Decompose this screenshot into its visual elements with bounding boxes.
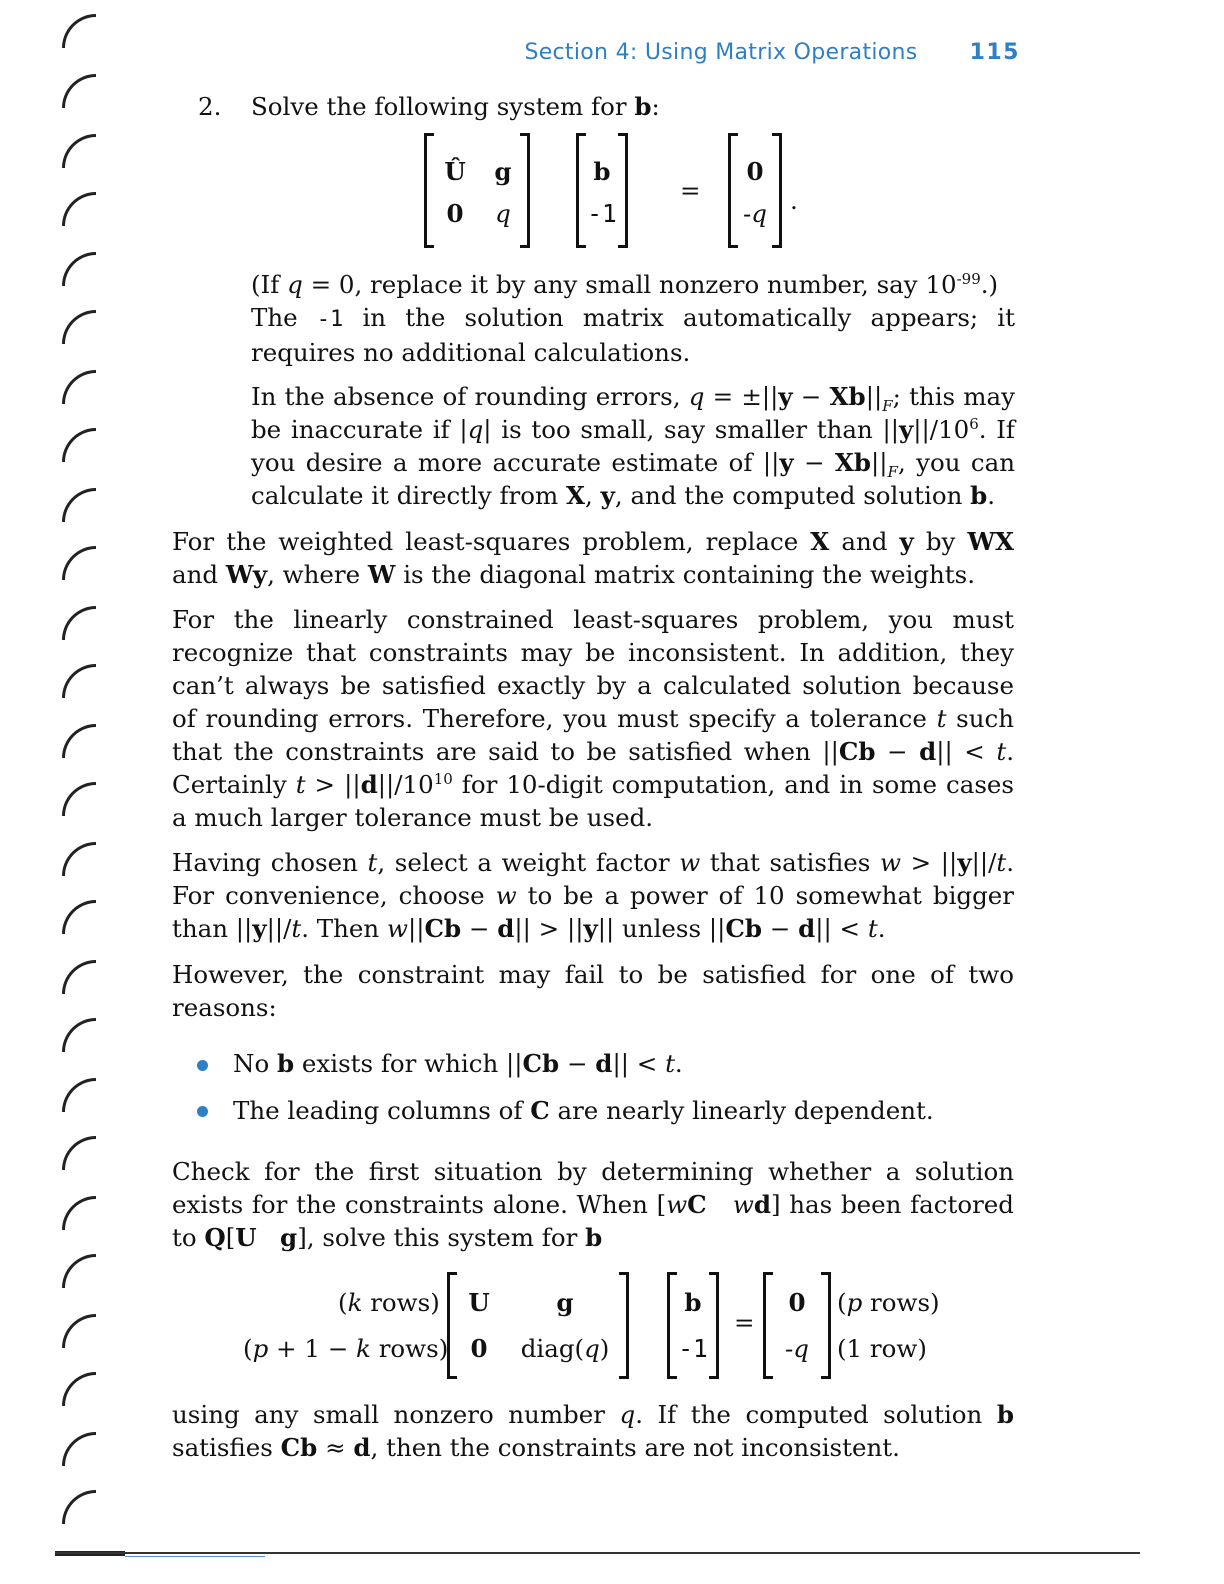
text: For convenience, choose	[172, 881, 496, 910]
binding-ring	[62, 546, 96, 580]
text: ,	[585, 481, 601, 510]
math-bold: WX	[967, 527, 1014, 556]
matrix-cell	[515, 1334, 615, 1364]
text-line	[172, 1431, 1014, 1464]
text: to	[172, 1223, 205, 1252]
math-bold: y	[899, 527, 914, 556]
text: −	[875, 737, 920, 766]
text: is the diagonal matrix containing the weights.	[395, 560, 976, 589]
text: to be a power of 10 somewhat bigger	[516, 881, 1014, 910]
math-bold: C	[530, 1096, 550, 1125]
constrained-paragraph	[172, 603, 1014, 834]
bullet-icon	[197, 1060, 208, 1071]
binding-ring	[62, 1078, 96, 1112]
text-line	[251, 301, 1015, 336]
math-var: w	[386, 914, 408, 943]
text: ], solve this system for	[297, 1223, 586, 1252]
binding-ring	[62, 74, 96, 108]
math-bold: y	[252, 914, 267, 943]
math-bold: b	[276, 1049, 295, 1078]
exponent: 10	[433, 769, 453, 788]
matrix-u	[447, 1272, 629, 1379]
row-label: (1 row)	[837, 1334, 927, 1363]
text: | is too small, say smaller than ||	[483, 415, 899, 444]
binding-ring	[62, 606, 96, 640]
text: rows)	[362, 1288, 440, 1317]
bracket-right	[619, 1272, 629, 1379]
text: by	[913, 527, 968, 556]
text: , select a weight factor	[377, 848, 680, 877]
text: ||	[865, 382, 883, 411]
matrix-b-vector	[576, 133, 628, 248]
math-var: q	[688, 382, 705, 411]
math-bold: U	[235, 1223, 257, 1252]
matrix-cell: -q	[743, 199, 767, 228]
matrix-cell: g	[494, 157, 512, 186]
text: .	[987, 481, 996, 510]
text: + 1 −	[268, 1334, 357, 1363]
text: ||/10	[913, 415, 970, 444]
text-line	[251, 413, 1015, 446]
text: in the solution matrix automatically appears; it	[343, 303, 1015, 332]
text: rows)	[862, 1288, 940, 1317]
text: .	[877, 914, 886, 943]
bracket-right	[618, 133, 628, 248]
math-bold: y	[600, 481, 615, 510]
math-bold: y	[899, 415, 914, 444]
matrix-cell: U	[468, 1288, 490, 1317]
text-line	[172, 558, 1014, 591]
bracket-left	[576, 133, 586, 248]
text: || <	[815, 914, 868, 943]
bracket-right	[520, 133, 530, 248]
text: For the weighted least-squares problem, replace	[172, 527, 811, 556]
page-number: 115	[969, 40, 1020, 65]
step-intro-text: Solve the following system for	[251, 92, 635, 121]
math-bold: d	[753, 1190, 771, 1219]
math-bold: Wy	[225, 560, 268, 589]
math-var: k	[347, 1288, 363, 1317]
math-bold: d	[497, 914, 515, 943]
however-paragraph	[172, 958, 1014, 1024]
list-item	[233, 1047, 683, 1080]
text: that the constraints are said to be satisfied when ||	[172, 737, 839, 766]
text: > ||	[901, 848, 958, 877]
binding-ring	[62, 842, 96, 876]
math-bold: y	[778, 382, 793, 411]
exponent: -99	[956, 269, 981, 288]
step-intro	[251, 90, 660, 123]
math-var: w	[679, 848, 701, 877]
text: ||/	[266, 914, 292, 943]
text-line	[172, 912, 1014, 945]
binding-ring	[62, 1432, 96, 1466]
binding-ring	[62, 192, 96, 226]
math-bold: d	[360, 770, 378, 799]
text: of rounding errors. Therefore, you must specify a tolerance	[172, 704, 937, 733]
text: ≈	[317, 1433, 354, 1462]
math-var: t	[295, 770, 306, 799]
math-var: q	[584, 1334, 600, 1363]
text: satisfies	[172, 1433, 281, 1462]
text: No	[233, 1049, 277, 1078]
text: .	[1006, 848, 1014, 877]
text-line	[251, 268, 1015, 301]
math-var: t	[996, 848, 1007, 877]
bracket-right	[772, 133, 782, 248]
math-bold: b	[585, 1223, 603, 1252]
math-bold: X	[566, 481, 586, 510]
math-var: t	[867, 914, 878, 943]
step-intro-suffix: :	[651, 92, 660, 121]
text: (	[243, 1334, 253, 1363]
step-number: 2.	[198, 92, 222, 121]
text: , and the computed solution	[614, 481, 971, 510]
binding-ring	[62, 134, 96, 168]
text: . If the computed solution	[635, 1400, 997, 1429]
text: ] has been factored	[770, 1190, 1014, 1219]
text-line	[172, 879, 1014, 912]
binding-ring	[62, 310, 96, 344]
text: (	[338, 1288, 348, 1317]
text-line	[251, 380, 1015, 413]
math-var: w	[732, 1190, 754, 1219]
footer-rule-blue	[125, 1556, 265, 1557]
text: exists for the constraints alone. When [	[172, 1190, 667, 1219]
text: In the absence of rounding errors,	[251, 382, 689, 411]
math-bold: W	[367, 560, 396, 589]
text-line	[251, 336, 1015, 369]
text: || <	[936, 737, 997, 766]
matrix-cell: Û	[444, 157, 466, 186]
text: The leading columns of	[233, 1096, 531, 1125]
matrix-b-vector	[667, 1272, 719, 1379]
text-line	[251, 479, 1015, 512]
math-bold: y	[583, 914, 598, 943]
mono-text: -1	[316, 307, 344, 332]
text-line	[172, 768, 1014, 801]
text: )	[599, 1334, 610, 1363]
text: .	[674, 1049, 683, 1078]
exponent: 6	[969, 414, 979, 433]
text: || unless ||	[597, 914, 726, 943]
binding-ring	[62, 370, 96, 404]
matrix-cell: 0	[788, 1288, 806, 1317]
binding-ring	[62, 900, 96, 934]
text: you desire a more accurate estimate of ||	[251, 448, 780, 477]
math-bold: Cb	[522, 1049, 560, 1078]
math-var: q	[467, 415, 484, 444]
matrix-cell: -1	[587, 199, 617, 228]
math-bold: d	[919, 737, 937, 766]
matrix-rhs	[763, 1272, 831, 1379]
matrix-cell: 0	[746, 157, 764, 186]
text: −	[762, 914, 799, 943]
text: for 10-digit computation, and in some cases	[452, 770, 1014, 799]
text: calculate it directly from	[251, 481, 567, 510]
math-bold: y	[957, 848, 972, 877]
math-bold: Xb	[834, 448, 872, 477]
text: using any small nonzero number	[172, 1400, 620, 1429]
matrix-rhs	[728, 133, 782, 248]
math-bold: b	[970, 481, 988, 510]
bracket-left	[763, 1272, 773, 1379]
matrix-cell: b	[593, 157, 611, 186]
text: requires no additional calculations.	[251, 338, 691, 367]
text: The	[251, 303, 317, 332]
chosen-paragraph	[172, 846, 1014, 945]
binding-ring	[62, 252, 96, 286]
math-var: p	[846, 1288, 863, 1317]
text: −	[559, 1049, 596, 1078]
binding-ring	[62, 960, 96, 994]
step-intro-var: b	[634, 92, 652, 121]
matrix-cell: q	[495, 199, 511, 228]
binding-ring	[62, 1490, 96, 1524]
matrix-cell: g	[556, 1288, 574, 1317]
binding-ring	[62, 428, 96, 462]
math-bold: C	[687, 1190, 707, 1219]
binding-ring	[62, 724, 96, 758]
text: −	[793, 448, 835, 477]
text: ||/10	[377, 770, 434, 799]
math-var: q	[619, 1400, 636, 1429]
text: that satisfies	[700, 848, 881, 877]
math-var: t	[936, 704, 947, 733]
math-bold: Xb	[829, 382, 866, 411]
bullet-icon	[197, 1106, 208, 1117]
math-var: w	[880, 848, 901, 877]
math-var: t	[367, 848, 378, 877]
text: and	[172, 560, 226, 589]
binding-ring	[62, 782, 96, 816]
equals-sign: =	[680, 176, 701, 205]
matrix-cell: -q	[785, 1334, 809, 1363]
math-bold: Cb	[838, 737, 876, 766]
text: , then the constraints are not inconsistent.	[370, 1433, 900, 1462]
binding-ring	[62, 1372, 96, 1406]
subscript: F	[882, 396, 893, 415]
text: ||/	[971, 848, 997, 877]
text: ; this may	[892, 382, 1015, 411]
row-label	[243, 1332, 448, 1365]
bracket-right	[821, 1272, 831, 1379]
check-paragraph	[172, 1155, 1014, 1254]
text: . If	[978, 415, 1015, 444]
footer-rule	[55, 1552, 1140, 1554]
text: > ||	[305, 770, 361, 799]
math-bold: d	[798, 914, 816, 943]
text: .)	[980, 270, 999, 299]
text-line	[172, 846, 1014, 879]
math-var: t	[291, 914, 302, 943]
math-bold: y	[779, 448, 794, 477]
equals-sign: =	[734, 1308, 755, 1337]
matrix-cell: 0	[470, 1334, 488, 1363]
text: −	[792, 382, 830, 411]
text: rows)	[370, 1334, 449, 1363]
binding-ring	[62, 1254, 96, 1288]
text-line: For the linearly constrained least-squares problem, you must	[172, 605, 1014, 634]
matrix-u-hat	[424, 133, 530, 248]
text-line	[172, 525, 1014, 558]
text: Certainly	[172, 770, 296, 799]
page-header	[0, 40, 1020, 76]
text-line: a much larger tolerance must be used.	[172, 803, 654, 832]
math-bold: Cb	[280, 1433, 318, 1462]
math-var: w	[666, 1190, 688, 1219]
math-var: w	[495, 881, 517, 910]
text-line	[172, 1398, 1014, 1431]
text-line	[172, 1221, 1014, 1254]
text: .	[1006, 737, 1014, 766]
text: are nearly linearly dependent.	[549, 1096, 934, 1125]
text: (If	[251, 270, 288, 299]
text: than ||	[172, 914, 253, 943]
period: .	[790, 186, 798, 215]
row-label	[338, 1286, 440, 1319]
text: [	[225, 1223, 236, 1252]
text-line	[251, 446, 1015, 479]
text-line	[172, 702, 1014, 735]
section-title: Section 4: Using Matrix Operations	[524, 40, 918, 65]
text: diag(	[520, 1334, 585, 1363]
text: exists for which ||	[294, 1049, 523, 1078]
text: = 0, replace it by any small nonzero number, say 10	[302, 270, 957, 299]
text-line: recognize that constraints may be inconsistent. In addition, they	[172, 638, 1014, 667]
text-line: can’t always be satisfied exactly by a calculated solution because	[172, 671, 1014, 700]
math-bold: b	[996, 1400, 1014, 1429]
text: || > ||	[514, 914, 584, 943]
matrix-cell: b	[684, 1288, 702, 1317]
text: , you can	[897, 448, 1015, 477]
text: be inaccurate if |	[251, 415, 468, 444]
binding-ring	[62, 488, 96, 522]
binding-ring	[62, 1018, 96, 1052]
math-var: t	[665, 1049, 675, 1078]
text: ||	[407, 914, 425, 943]
math-var: t	[996, 737, 1007, 766]
closing-paragraph	[172, 1398, 1014, 1464]
math-bold: X	[810, 527, 830, 556]
text: , where	[267, 560, 368, 589]
subscript: F	[887, 462, 898, 481]
binding-ring	[62, 664, 96, 698]
math-bold: Cb	[725, 914, 762, 943]
row-label	[837, 1286, 940, 1319]
math-var: q	[287, 270, 303, 299]
math-bold: d	[353, 1433, 371, 1462]
text: = ±||	[704, 382, 779, 411]
text-line	[172, 735, 1014, 768]
text: Having chosen	[172, 848, 368, 877]
binding-ring	[62, 1136, 96, 1170]
text-line: reasons:	[172, 993, 277, 1022]
text: such	[946, 704, 1014, 733]
math-var: k	[356, 1334, 371, 1363]
text: −	[461, 914, 498, 943]
text-line: Check for the first situation by determining whether a solution	[172, 1157, 1014, 1186]
math-var: p	[252, 1334, 269, 1363]
text: ||	[871, 448, 888, 477]
text: . Then	[301, 914, 387, 943]
math-bold: g	[280, 1223, 298, 1252]
bracket-left	[447, 1272, 457, 1379]
text-line	[172, 1188, 1014, 1221]
rounding-paragraph	[251, 380, 1015, 512]
binding-ring	[62, 1314, 96, 1348]
math-bold: Cb	[424, 914, 462, 943]
text: || <	[612, 1049, 666, 1078]
weighted-paragraph	[172, 525, 1014, 591]
note-paragraph	[251, 268, 1015, 369]
math-bold: Q	[204, 1223, 226, 1252]
text: (	[837, 1288, 847, 1317]
text-line: However, the constraint may fail to be satisfied for one of two	[172, 960, 1014, 989]
bracket-left	[728, 133, 738, 248]
math-bold: d	[595, 1049, 613, 1078]
list-item	[233, 1094, 934, 1127]
binding-ring	[62, 1196, 96, 1230]
text: and	[829, 527, 900, 556]
matrix-cell: -1	[678, 1334, 708, 1363]
bracket-left	[424, 133, 434, 248]
matrix-cell: 0	[446, 199, 464, 228]
